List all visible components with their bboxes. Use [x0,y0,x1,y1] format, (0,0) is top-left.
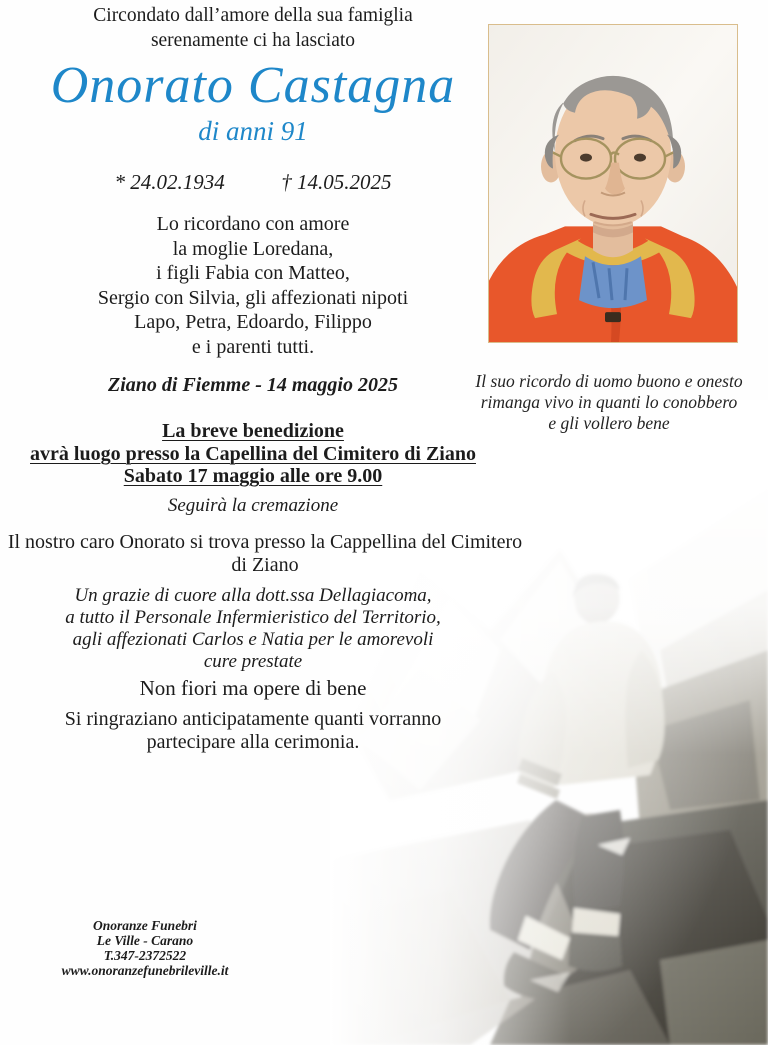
remembrance-line: Lo ricordano con amore [156,213,350,235]
place-date-line: Ziano di Fiemme - 14 maggio 2025 [108,374,398,396]
funeral-home-info [20,918,270,978]
ceremony-line: Sabato 17 maggio alle ore 9.00 [123,465,383,487]
remembrance-block [0,212,506,359]
location-line: di Ziano [231,554,299,576]
ceremony-block [0,420,506,488]
thanks-line: agli affezionati Carlos e Natia per le amorevoli [72,629,434,650]
funeral-home-branch: Le Ville - Carano [96,933,194,948]
participation-block [0,708,506,753]
portrait-photo [488,24,738,343]
remembrance-line: Sergio con Silvia, gli affezionati nipoti [97,286,409,309]
intro-text [0,3,506,53]
thanks-block [0,585,506,673]
ceremony-line: La breve benedizione [162,420,344,442]
remembrance-line: Lapo, Petra, Edoardo, Filippo [134,311,372,333]
remembrance-line: e i parenti tutti. [191,335,315,358]
life-dates [0,170,506,195]
participation-line: Si ringraziano anticipatamente quanti vorranno [64,708,442,730]
remembrance-line: i figli Fabia con Matteo, [156,262,350,284]
no-flowers-line: Non fiori ma opere di bene [139,676,367,700]
funeral-home-name: Onoranze Funebri [93,918,197,933]
caption-line: e gli vollero bene [548,413,670,433]
intro-line-1: Circondato dall’amore della sua famiglia [93,5,413,26]
death-date: 14.05.2025 [297,170,392,194]
participation-line: partecipare alla cerimonia. [146,730,360,753]
birth-symbol: * [114,170,125,194]
funeral-home-website: www.onoranzefunebrileville.it [61,963,229,978]
location-note [0,531,530,577]
thanks-line: cure prestate [203,651,303,672]
thanks-line: a tutto il Personale Infermieristico del Territorio, [65,607,441,628]
funeral-home-phone: T.347-2372522 [103,948,187,963]
remembrance-line: la moglie Loredana, [172,237,334,260]
seated-man-silhouette [490,574,665,1000]
thanks-line: Un grazie di cuore alla dott.ssa Dellagiacoma, [74,585,432,606]
age-line: di anni 91 [198,116,308,146]
death-symbol: † [281,170,292,194]
intro-line-2: serenamente ci ha lasciato [150,30,356,51]
deceased-name: Onorato Castagna [50,57,456,114]
caption-line: rimanga vivo in quanti lo conobbero [480,392,738,412]
location-line: Il nostro caro Onorato si trova presso la Cappellina del Cimitero [7,531,523,553]
photo-caption [458,371,760,434]
cremation-note: Seguirà la cremazione [167,495,339,516]
ceremony-line: avrà luogo presso la Capellina del Cimitero di Ziano [30,442,476,465]
caption-line: Il suo ricordo di uomo buono e onesto [475,371,743,391]
portrait-illustration [489,25,737,342]
birth-date: 24.02.1934 [130,170,225,194]
